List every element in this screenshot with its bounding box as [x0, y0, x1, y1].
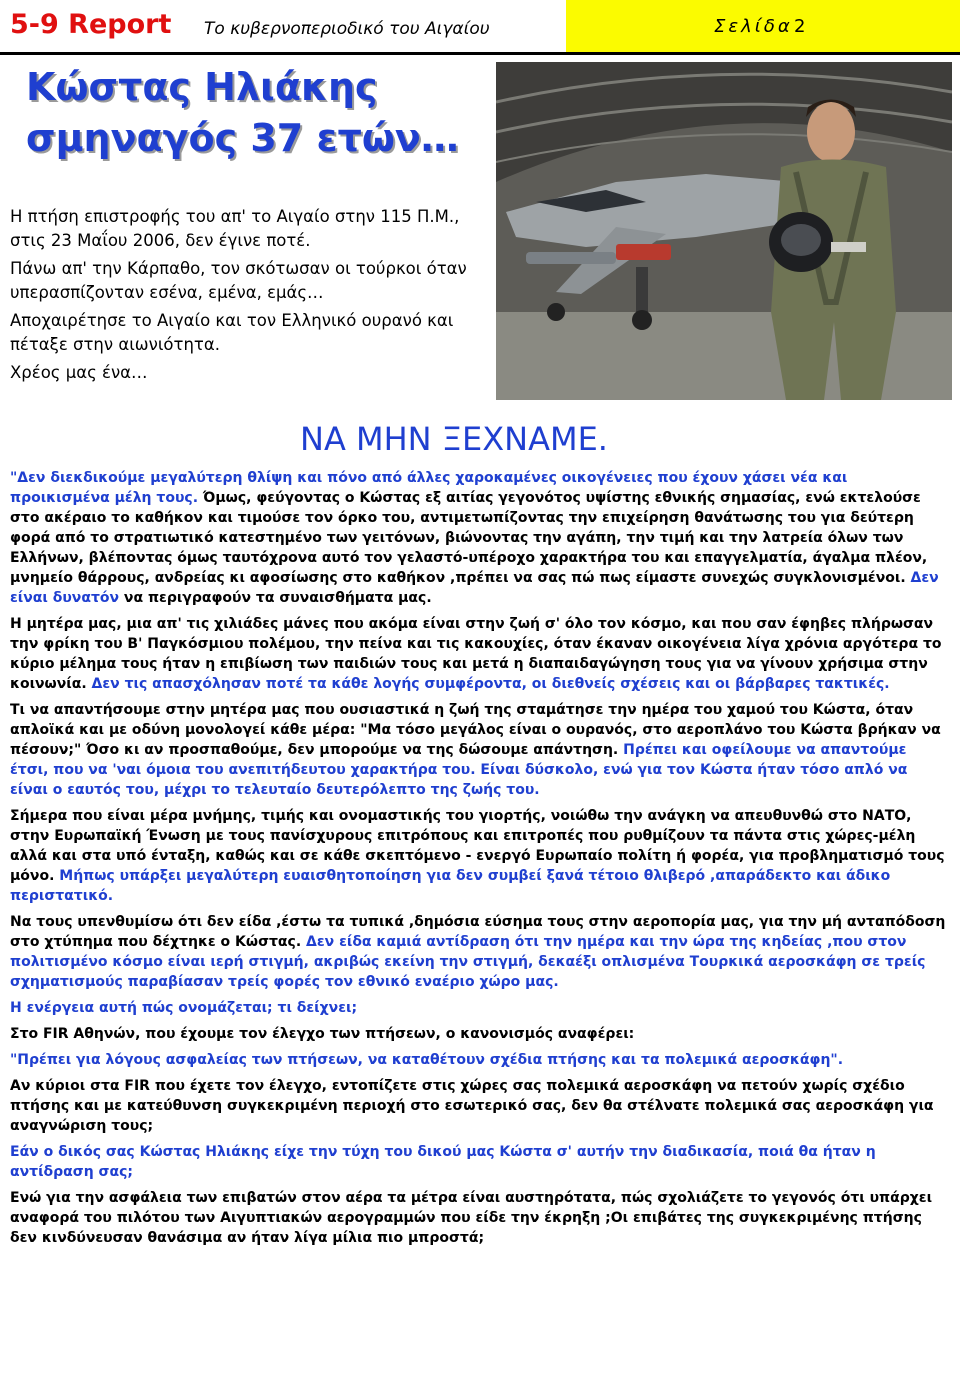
body-paragraph	[10, 614, 948, 694]
body-paragraph: Στο FIR Αθηνών, που έχουμε τον έλεγχο των πτήσεων, ο κανονισμός αναφέρει:	[10, 1026, 635, 1042]
body-blue-run: Δεν είδα καμιά αντίδραση ότι την ημέρα και την ώρα της κηδείας ,που στον πολιτισμένο κόσμο είναι ιερή στιγμή, ακριβώς εκείνη την στιγμή, δεκαέξι οπλισμένα Τουρκικά αεροσκάφη σε τρείς σχηματισμούς παραβίασαν τρείς φορές τον εθνικό εναέριο χώρο μας.	[10, 934, 926, 990]
magazine-tagline: Το κυβερνοπεριοδικό του Αιγαίου	[204, 19, 490, 39]
body-blue-run: Μήπως υπάρξει μεγαλύτερη ευαισθητοποίηση για δεν συμβεί ξανά τέτοιο θλιβερό ,απαράδεκτο και άδικο περιστατικό.	[10, 868, 891, 904]
body-text-run: Να τους υπενθυμίσω ότι δεν είδα ,έστω τα τυπικά ,δημόσια εύσημα τους στην αεροπορία μας, για την μή ανταπόδοση στο χτύπημα που δέχτηκε ο Κώστας.	[10, 914, 946, 950]
body-blue-run: Δεν τις απασχόλησαν ποτέ τα κάθε λογής συμφέροντα, οι διεθνείς σχέσεις και οι βάρβαρες τακτικές.	[86, 676, 890, 692]
brand-logo: 5-9 Report	[10, 9, 172, 40]
intro-paragraph: Χρέος μας ένα…	[10, 363, 148, 382]
intro-paragraph: Η πτήση επιστροφής του απ' το Αιγαίο στην 115 Π.Μ., στις 23 Μαΐου 2006, δεν έγινε ποτέ.	[10, 207, 460, 250]
body-paragraph	[10, 700, 948, 800]
body-text-run: Η μητέρα μας, μια απ' τις χιλιάδες μάνες που ακόμα είναι στην ζωή σ' όλο τον κόσμο, και που σαν έφηβες πλήρωσαν την φρίκη του Β' Παγκόσμιου πολέμου, την πείνα και τις κακουχίες, όταν έκαναν οικογένεια λίγα χρόνια αργότερα το κύριο μέλημα τους ήταν η επιβίωση των παιδιών τους και μετά η διαπαιδαγώγηση τους για να γίνουν χρήσιμα στην κοινωνία.	[10, 616, 942, 692]
body-paragraph	[10, 806, 948, 906]
quote-text: "Δεν διεκδικούμε μεγαλύτερη θλίψη και πόνο από άλλες χαροκαμένες οικογένειες που έχουν χάσει νέα και προικισμένα μέλη τους.	[10, 470, 848, 506]
body-blue-run: Δεν είναι δυνατόν	[10, 570, 939, 606]
body-text-run: Όμως, φεύγοντας ο Κώστας εξ αιτίας γεγονότος υψίστης εθνικής σημασίας, ενώ εκτελούσε στο ακέραιο το καθήκον και τιμούσε τον όρκο του, αντιμετωπίζοντας την επιχείρηση θανάτωσης του για δεύτερη φορά από το στρατιωτικό κατεστημένο των γειτόνων, βιώνοντας την αγάπη, την τιμή και την λατρεία όλων των Ελλήνων, βλέποντας όμως ταυτόχρονα αυτό τον γελαστό-υπέροχο χαρακτήρα του και επαγγελματία, άγαλμα πλέον, μνημείο θάρρους, ανδρείας κι αφοσίωσης στο καθήκον ,πρέπει να σας πώ πως είμαστε συνεχώς συγκλονισμένοι.	[10, 490, 928, 586]
pilot-with-jet-image	[496, 62, 952, 400]
body-paragraph	[10, 468, 948, 608]
intro-text	[10, 205, 480, 389]
body-blue-run: Πρέπει και οφείλουμε να απαντούμε έτσι, που να 'ναι όμοια του ανεπιτήδευτου χαρακτήρα του. Είναι δύσκολο, ενώ για τον Κώστα ήταν τόσο απλό να είναι ο εαυτός του, μέχρι το τελευταίο δευτερόλεπτο της ζωής του.	[10, 742, 908, 798]
body-text-run: να περιγραφούν τα συναισθήματα μας.	[119, 590, 432, 606]
body-paragraph: Η ενέργεια αυτή πώς ονομάζεται; τι δείχνει;	[10, 1000, 358, 1016]
body-text-run: Σήμερα που είναι μέρα μνήμης, τιμής και ονομαστικής του γιορτής, νοιώθω την ανάγκη να απευθυνθώ στο ΝΑΤΟ, στην Ευρωπαϊκή Ένωση με τους πανίσχυρους επιτρόπους και επιτροπές που ρυθμίζουν τα πάντα στις χώρες-μέλη αλλά και στα υπό ένταξη, καθώς και σε κάθε σκεπτόμενο - ενεργό Ευρωπαίο πολίτη ή φορέα, για προβληματισμό τους μόνο.	[10, 808, 945, 884]
page-indicator-box	[566, 0, 960, 55]
body-paragraph	[10, 912, 948, 992]
intro-paragraph: Αποχαιρέτησε το Αιγαίο και τον Ελληνικό ουρανό και πέταξε στην αιωνιότητα.	[10, 311, 454, 354]
body-paragraph: Ενώ για την ασφάλεια των επιβατών στον αέρα τα μέτρα είναι αυστηρότατα, πώς σχολιάζετε το γεγονός ότι υπάρχει αναφορά του πιλότου των Αιγυπτιακών αερογραμμών που είδε την έκρηξη ;Οι επιβάτες της συγκεκριμένης πτήσης δεν κινδύνευσαν θανάσιμα αν ήταν λίγα μίλια πιο μπροστά;	[10, 1190, 933, 1246]
article-title	[26, 62, 486, 164]
title-line-1: Κώστας Ηλιάκης	[26, 65, 378, 109]
body-paragraph: Εάν ο δικός σας Κώστας Ηλιάκης είχε την τύχη του δικού μας Κώστα σ' αυτήν την διαδικασία, ποιά θα ήταν η αντίδραση σας;	[10, 1144, 876, 1180]
page-number: 2	[794, 16, 806, 37]
pilot-photo	[496, 62, 952, 400]
article-body	[10, 468, 948, 1254]
intro-paragraph: Πάνω απ' την Κάρπαθο, τον σκότωσαν οι τούρκοι όταν υπερασπίζονταν εσένα, εμένα, εμάς…	[10, 259, 467, 302]
page-label: Σελίδα	[714, 16, 793, 37]
body-paragraph: "Πρέπει για λόγους ασφαλείας των πτήσεων, να καταθέτουν σχέδια πτήσης και τα πολεμικά αεροσκάφη".	[10, 1052, 844, 1068]
body-text-run: Τι να απαντήσουμε στην μητέρα μας που ουσιαστικά η ζωή της σταμάτησε την ημέρα του χαμού του Κώστα, όταν απλοϊκά και με οδύνη μονολογεί κάθε μέρα: "Μα τόσο μεγάλος είναι ο ουρανός, στο αεροπλάνο του Κώστα βρήκαν να πέσουν;" Όσο κι αν προσπαθούμε, δεν μπορούμε να της δώσουμε απάντηση.	[10, 702, 941, 758]
header-bar	[0, 0, 566, 55]
title-line-2: σμηναγός 37 ετών…	[26, 116, 459, 160]
body-paragraph: Αν κύριοι στα FIR που έχετε τον έλεγχο, εντοπίζετε στις χώρες σας πολεμικά αεροσκάφη να πετούν χωρίς σχέδιο πτήσης και με κατεύθυνση συγκεκριμένη περιοχή στο εσωτερικό σας, δεν θα στέλνατε πολεμικά σας αεροσκάφη για αναγνώριση τους;	[10, 1078, 934, 1134]
headline-never-forget: ΝΑ ΜΗΝ ΞΕΧΝΑΜΕ.	[300, 420, 608, 458]
